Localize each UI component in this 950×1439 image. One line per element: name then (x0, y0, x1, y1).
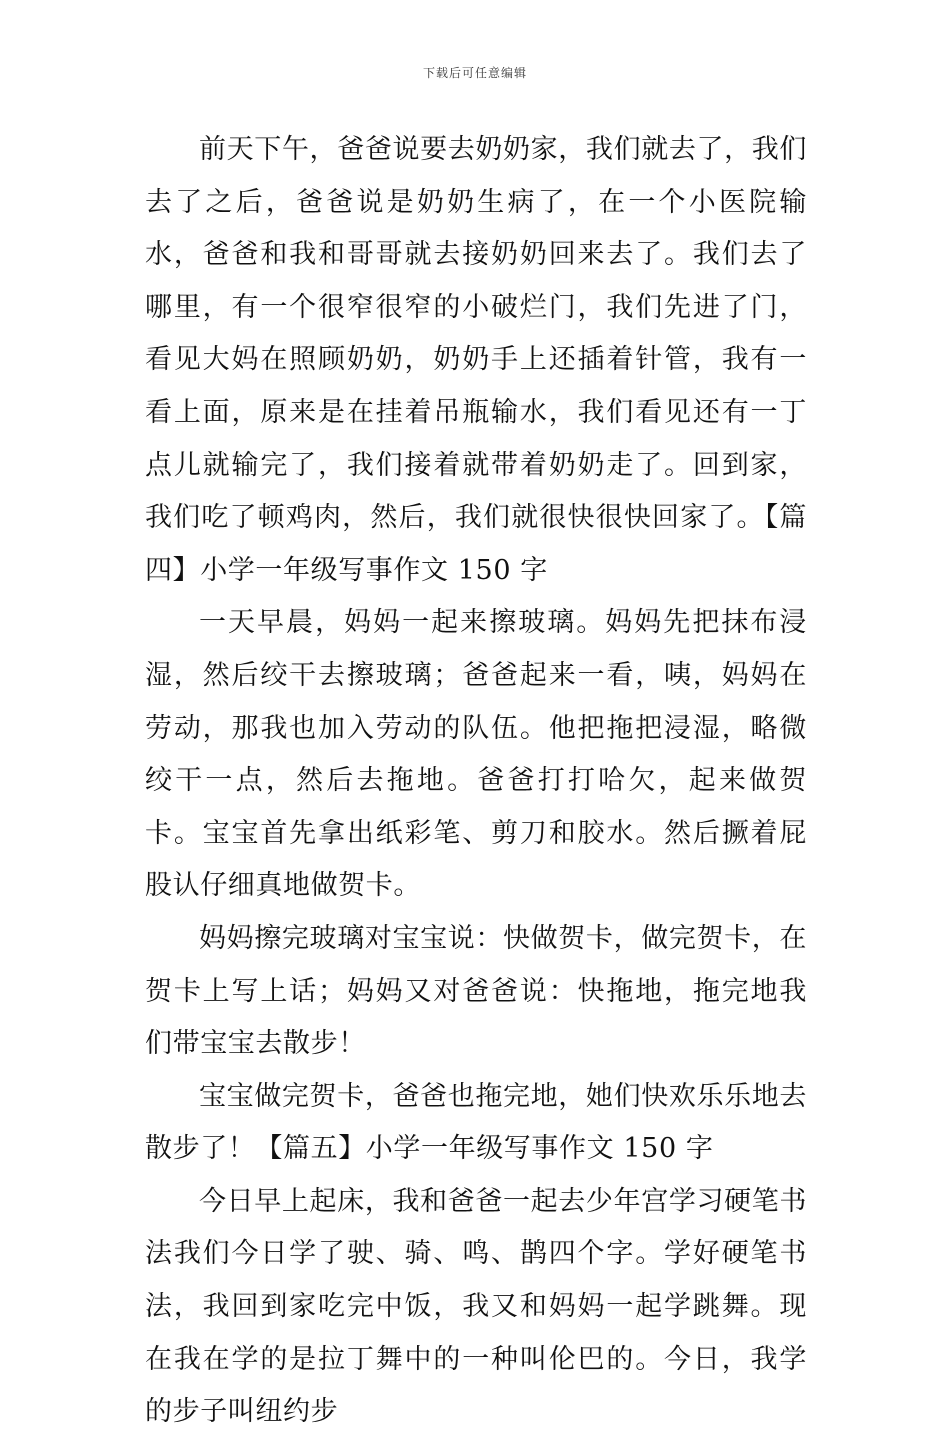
paragraph: 妈妈擦完玻璃对宝宝说：快做贺卡，做完贺卡，在贺卡上写上话；妈妈又对爸爸说：快拖地，拖完地我们带宝宝去散步！ (145, 922, 807, 1060)
page-header: 下载后可任意编辑 (422, 66, 527, 80)
paragraph: 前天下午，爸爸说要去奶奶家，我们就去了，我们去了之后，爸爸说是奶奶生病了，在一个小医院输水，爸爸和我和哥哥就去接奶奶回来去了。我们去了哪里，有一个很窄很窄的小破烂门，我们先进了门，看见大妈在照顾奶奶，奶奶手上还插着针管，我有一看上面，原来是在挂着吊瓶输水，我们看见还有一丁点儿就输完了，我们接着就带着奶奶走了。回到家，我们吃了顿鸡肉，然后，我们就很快很快回家了。【篇四】小学一年级写事作文 150 字 (145, 134, 807, 586)
paragraph: 今日早上起床，我和爸爸一起去少年宫学习硬笔书法我们今日学了驶、骑、鸣、鹊四个字。学好硬笔书法，我回到家吃完中饭，我又和妈妈一起学跳舞。现在我在学的是拉丁舞中的一种叫伦巴的。今日，我学的步子叫纽约步 (145, 1185, 807, 1428)
paragraph: 一天早晨，妈妈一起来擦玻璃。妈妈先把抹布浸湿，然后绞干去擦玻璃；爸爸起来一看，咦，妈妈在劳动，那我也加入劳动的队伍。他把拖把浸湿，略微绞干一点，然后去拖地。爸爸打打哈欠，起来做贺卡。宝宝首先拿出纸彩笔、剪刀和胶水。然后撅着屁股认仔细真地做贺卡。 (145, 607, 807, 902)
paragraph: 宝宝做完贺卡，爸爸也拖完地，她们快欢乐乐地去散步了！【篇五】小学一年级写事作文 150 字 (145, 1080, 807, 1165)
document-body (145, 124, 807, 1439)
